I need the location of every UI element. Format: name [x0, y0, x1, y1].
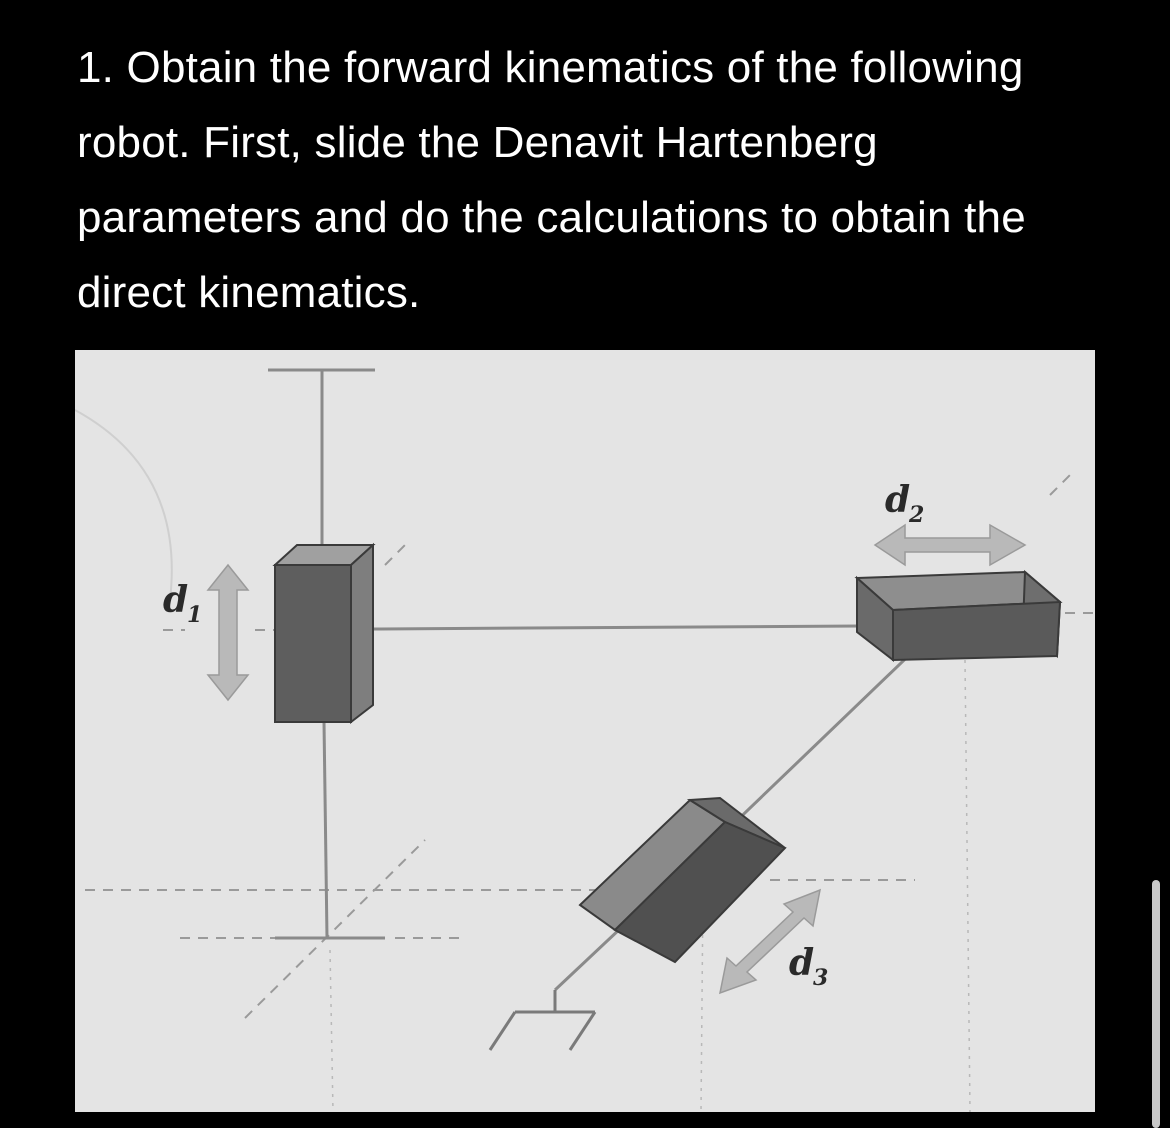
link-diagonal: [725, 640, 925, 832]
link-horizontal: [373, 626, 860, 629]
label-d1-subscript: 1: [187, 602, 203, 628]
scrollbar-thumb[interactable]: [1152, 880, 1160, 1128]
question-text: 1. Obtain the forward kinematics of the following robot. First, slide the Denavit Hartenberg parameters and do the calculations to obtain the direct kinematics.: [77, 43, 1026, 317]
joint-2-block: [857, 572, 1060, 660]
label-d3-subscript: 3: [813, 965, 829, 991]
label-d2: d: [885, 479, 911, 521]
joint-1-block: [275, 545, 373, 722]
d2-arrow: [875, 525, 1025, 565]
label-d1: d: [163, 579, 189, 621]
d1-arrow: [208, 565, 248, 700]
label-d3: d: [789, 942, 815, 984]
label-d2-subscript: 2: [909, 502, 925, 528]
reference-dashes: [85, 475, 1095, 1018]
robot-diagram: [75, 350, 1095, 1112]
gripper: [490, 990, 595, 1050]
paper-shadow: [75, 410, 172, 600]
